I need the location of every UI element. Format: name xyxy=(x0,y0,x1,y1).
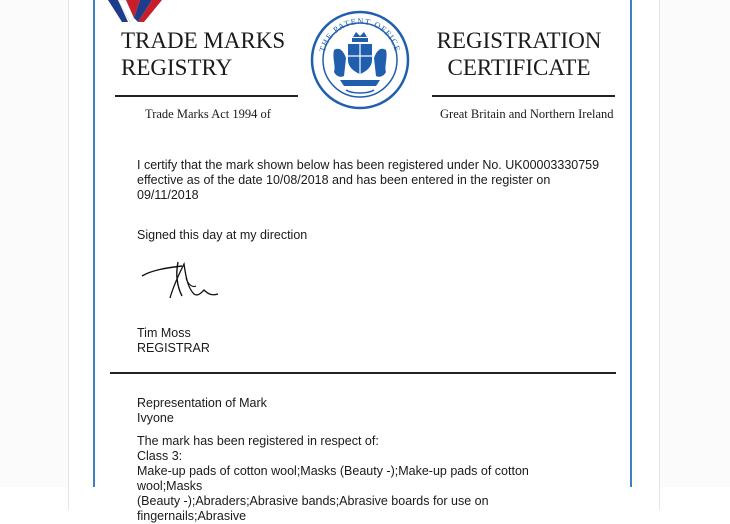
certification-paragraph xyxy=(137,158,607,203)
signed-statement: Signed this day at my direction xyxy=(137,228,308,242)
registry-heading xyxy=(121,27,285,81)
certification-line2: effective as of the date 10/08/2018 and has been entered in the register on xyxy=(137,173,551,187)
registry-heading-line1: TRADE MARKS xyxy=(121,28,286,53)
act-subtitle: Trade Marks Act 1994 of xyxy=(145,107,271,121)
registry-heading-line2: REGISTRY xyxy=(121,55,233,80)
representation-label: Representation of Mark xyxy=(137,396,267,410)
registrar-block xyxy=(137,326,210,356)
goods-line2: (Beauty -);Abraders;Abrasive bands;Abrasive boards for use on fingernails;Abrasive xyxy=(137,494,489,523)
goods-line1: Make-up pads of cotton wool;Masks (Beauty -);Make-up pads of cotton wool;Masks xyxy=(137,464,529,493)
seal-text: THE PATENT OFFICE xyxy=(316,15,404,54)
registrar-title: REGISTRAR xyxy=(137,341,210,355)
registrar-name: Tim Moss xyxy=(137,326,191,340)
header-rule-left xyxy=(115,95,298,97)
certificate-heading-line1: REGISTRATION xyxy=(436,28,602,53)
certificate-frame-left xyxy=(93,0,95,487)
section-divider xyxy=(110,372,616,374)
goods-intro: The mark has been registered in respect of: xyxy=(137,434,379,448)
goods-block xyxy=(137,434,597,524)
certification-line3: 09/11/2018 xyxy=(137,188,199,202)
goods-class: Class 3: xyxy=(137,449,183,463)
header-rule-right xyxy=(432,95,615,97)
certificate-frame-right xyxy=(630,0,632,487)
certificate-heading xyxy=(432,27,606,81)
ribbon-icon xyxy=(100,0,180,30)
registrar-signature-icon xyxy=(140,258,220,304)
patent-office-seal-icon xyxy=(310,10,410,110)
certification-line1: I certify that the mark shown below has been registered under No. UK00003330759 xyxy=(137,158,600,172)
certificate-heading-line2: CERTIFICATE xyxy=(447,55,591,80)
representation-block xyxy=(137,396,267,426)
mark-name: Ivyone xyxy=(137,411,174,425)
region-subtitle: Great Britain and Northern Ireland xyxy=(440,107,614,121)
